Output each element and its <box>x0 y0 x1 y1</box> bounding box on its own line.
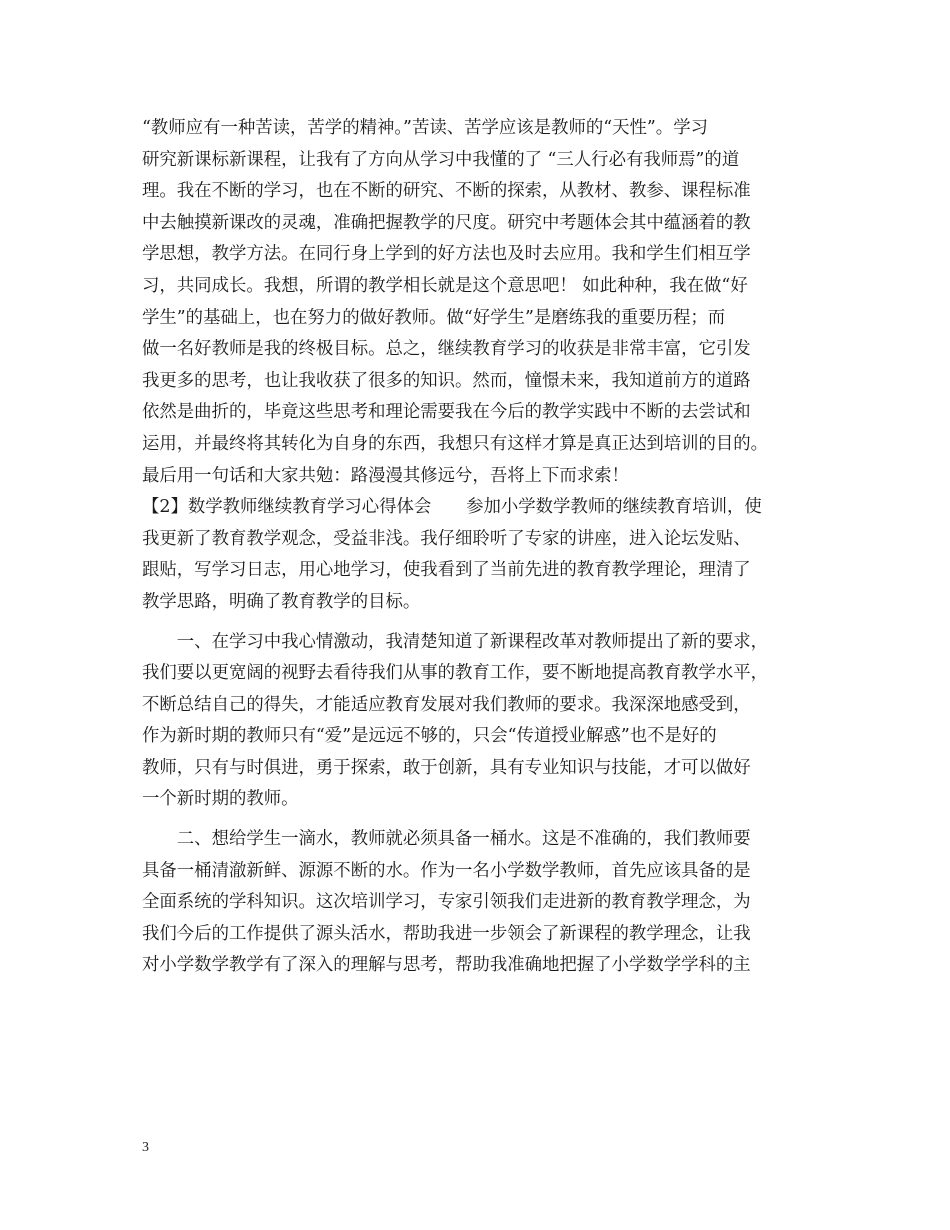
text-line: 教学思路，明确了教育教学的目标。 <box>142 591 421 612</box>
paragraph-1 <box>142 113 812 492</box>
paragraph-2 <box>142 492 812 618</box>
text-line: 我更多的思考，也让我收获了很多的知识。然而，憧憬未来，我知道前方的道路 <box>142 370 751 391</box>
paragraph-gap <box>142 816 812 824</box>
section-heading-line: 【2】数学教师继续教育学习心得体会 参加小学数学教师的继续教育培训，使 <box>142 497 762 518</box>
text-line: 我们要以更宽阔的视野去看待我们从事的教育工作，要不断地提高教育教学水平， <box>142 663 769 684</box>
text-line: 我更新了教育教学观念，受益非浅。我仔细聆听了专家的讲座，进入论坛发贴、 <box>142 528 751 549</box>
text-line: 最后用一句话和大家共勉：路漫漫其修远兮，吾将上下而求索！ <box>142 465 629 486</box>
paragraph-4 <box>142 824 812 982</box>
text-line: 学思想，教学方法。在同行身上学到的好方法也及时去应用。我和学生们相互学 <box>142 244 751 265</box>
paragraph-3 <box>142 627 812 817</box>
text-line: 一、在学习中我心情激动，我清楚知道了新课程改革对教师提出了新的要求， <box>142 631 769 652</box>
text-line: 一个新时期的教师。 <box>142 789 299 810</box>
text-line: “教师应有一种苦读，苦学的精神。”苦读、苦学应该是教师的“天性”。学习 <box>142 118 708 138</box>
text-line: 全面系统的学科知识。这次培训学习，专家引领我们走进新的教育教学理念，为 <box>142 892 751 913</box>
text-line: 运用，并最终将其转化为自身的东西，我想只有这样才算是真正达到培训的目的。 <box>142 433 769 454</box>
text-line: 二、想给学生一滴水，教师就必须具备一桶水。这是不准确的，我们教师要 <box>142 829 751 850</box>
paragraph-gap <box>142 619 812 627</box>
text-line: 对小学数学教学有了深入的理解与思考，帮助我准确地把握了小学数学学科的主 <box>142 955 751 976</box>
text-line: 做一名好教师是我的终极目标。总之，继续教育学习的收获是非常丰富，它引发 <box>142 339 751 360</box>
page-number: 3 <box>142 1140 149 1155</box>
text-line: 学生”的基础上，也在努力的做好教师。做“好学生”是磨练我的重要历程；而 <box>142 307 726 328</box>
text-line: 研究新课标新课程，让我有了方向从学习中我懂的了 “三人行必有我师焉”的道 <box>142 149 740 170</box>
text-line: 不断总结自己的得失，才能适应教育发展对我们教师的要求。我深深地感受到， <box>142 694 751 715</box>
body-text <box>142 113 812 982</box>
text-line: 理。我在不断的学习，也在不断的研究、不断的探索，从教材、教参、课程标准 <box>142 181 751 202</box>
text-line: 跟贴，写学习日志，用心地学习，使我看到了当前先进的教育教学理论，理清了 <box>142 560 751 581</box>
text-line: 具备一桶清澈新鲜、源源不断的水。作为一名小学数学教师，首先应该具备的是 <box>142 860 751 881</box>
text-line: 习，共同成长。我想，所谓的教学相长就是这个意思吧！ 如此种种，我在做“好 <box>142 275 748 296</box>
text-line: 我们今后的工作提供了源头活水，帮助我进一步领会了新课程的教学理念，让我 <box>142 923 751 944</box>
text-line: 依然是曲折的，毕竟这些思考和理论需要我在今后的教学实践中不断的去尝试和 <box>142 402 751 423</box>
text-line: 中去触摸新课改的灵魂，准确把握教学的尺度。研究中考题体会其中蕴涵着的教 <box>142 212 751 233</box>
text-line: 教师，只有与时俱进，勇于探索，敢于创新，具有专业知识与技能，才可以做好 <box>142 757 751 778</box>
text-line: 作为新时期的教师只有“爱”是远远不够的，只会“传道授业解惑”也不是好的 <box>142 726 717 747</box>
